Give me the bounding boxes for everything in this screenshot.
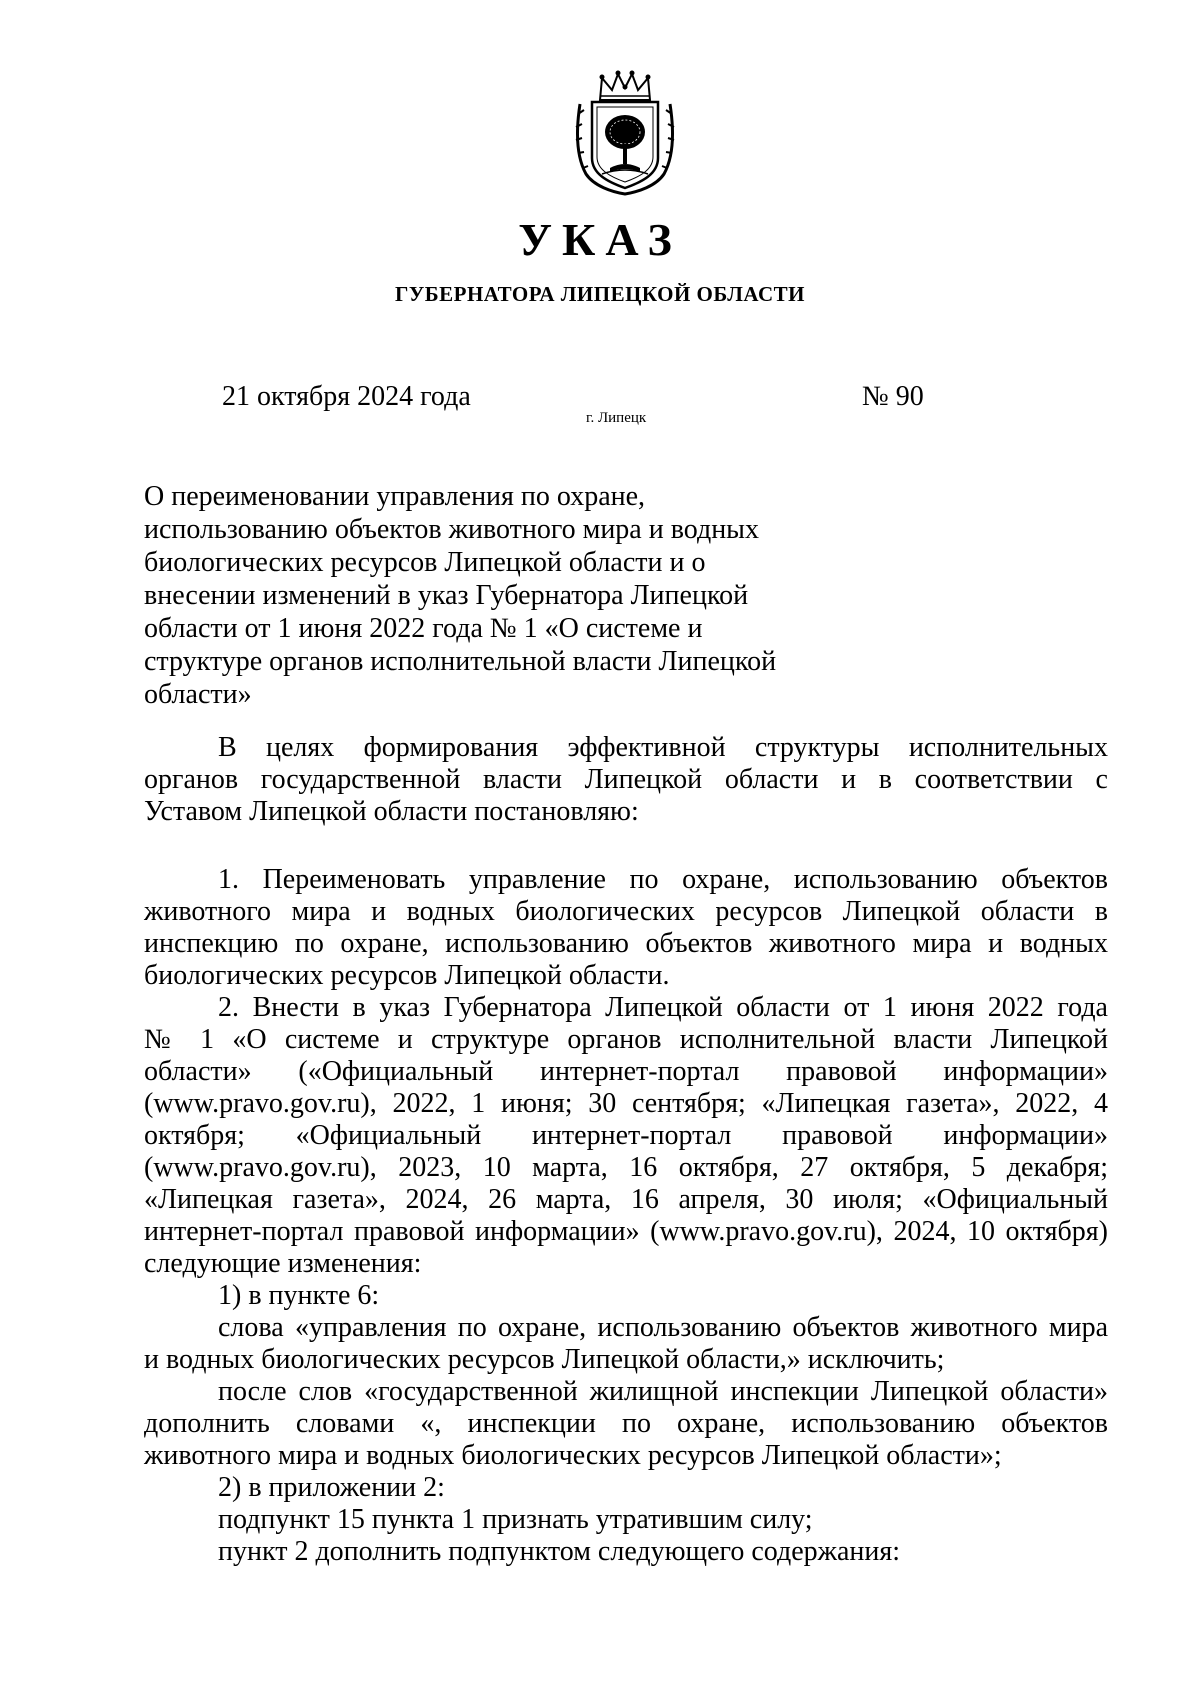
subitem-2 xyxy=(144,1472,1108,1568)
subitem-1-line: животного мира и водных биологических ресурсов Липецкой области»; xyxy=(144,1440,1002,1471)
subitem-2-heading: 2) в приложении 2: xyxy=(218,1472,445,1503)
item-1-line: 1. Переименовать управление по охране, использованию объектов xyxy=(218,864,1108,895)
document-title: УКАЗ xyxy=(518,214,682,265)
subject-line: структуре органов исполнительной власти Липецкой xyxy=(144,646,777,677)
subject-line: внесении изменений в указ Губернатора Липецкой xyxy=(144,580,749,611)
item-1-line: биологических ресурсов Липецкой области. xyxy=(144,960,670,991)
subitem-1-line: слова «управления по охране, использованию объектов животного мира xyxy=(218,1312,1108,1343)
item-2-line: области» («Официальный интернет-портал правовой информации» xyxy=(144,1056,1108,1087)
subject-line: биологических ресурсов Липецкой области и о xyxy=(144,547,706,578)
item-2-line: «Липецкая газета», 2024, 26 марта, 16 апреля, 30 июля; «Официальный xyxy=(144,1184,1108,1215)
subject-line: использованию объектов животного мира и водных xyxy=(144,514,759,545)
item-1-paragraph xyxy=(144,864,1108,992)
subitem-1-line: после слов «государственной жилищной инспекции Липецкой области» xyxy=(218,1376,1108,1407)
preamble-line: Уставом Липецкой области постановляю: xyxy=(144,796,639,827)
subject-line: О переименовании управления по охране, xyxy=(144,481,646,512)
item-1-line: животного мира и водных биологических ресурсов Липецкой области в xyxy=(144,896,1108,927)
document-subtitle: ГУБЕРНАТОРА ЛИПЕЦКОЙ ОБЛАСТИ xyxy=(394,282,806,306)
coat-of-arms-icon xyxy=(572,70,678,196)
item-2-paragraph xyxy=(144,992,1108,1280)
item-1-line: инспекцию по охране, использованию объектов животного мира и водных xyxy=(144,928,1108,959)
subitem-1 xyxy=(144,1280,1108,1472)
item-2-line: № 1 «О системе и структуре органов исполнительной власти Липецкой xyxy=(144,1024,1108,1055)
item-2-line: (www.pravo.gov.ru), 2023, 10 марта, 16 октября, 27 октября, 5 декабря; xyxy=(144,1152,1108,1183)
document-city: г. Липецк xyxy=(586,410,647,426)
item-2-line: 2. Внести в указ Губернатора Липецкой области от 1 июня 2022 года xyxy=(218,992,1108,1023)
subitem-2-line: подпункт 15 пункта 1 признать утратившим силу; xyxy=(218,1504,813,1535)
preamble-paragraph xyxy=(144,732,1108,828)
item-2-line: (www.pravo.gov.ru), 2022, 1 июня; 30 сентября; «Липецкая газета», 2022, 4 xyxy=(144,1088,1108,1119)
item-2-line: следующие изменения: xyxy=(144,1248,422,1279)
subitem-1-line: и водных биологических ресурсов Липецкой области,» исключить; xyxy=(144,1344,945,1375)
document-number: № 90 xyxy=(862,381,924,412)
preamble-line: В целях формирования эффективной структуры исполнительных xyxy=(218,732,1108,763)
paragraph-gap xyxy=(144,828,1108,864)
document-date: 21 октября 2024 года xyxy=(222,381,471,412)
item-2-line: интернет-портал правовой информации» (www.pravo.gov.ru), 2024, 10 октября) xyxy=(144,1216,1108,1247)
document-subject xyxy=(144,480,844,711)
document-body xyxy=(144,732,1108,1568)
subitem-1-heading: 1) в пункте 6: xyxy=(218,1280,380,1311)
subitem-2-line: пункт 2 дополнить подпунктом следующего содержания: xyxy=(218,1536,901,1567)
subject-line: области от 1 июня 2022 года № 1 «О системе и xyxy=(144,613,703,644)
subject-line: области» xyxy=(144,679,252,710)
item-2-line: октября; «Официальный интернет-портал правовой информации» xyxy=(144,1120,1108,1151)
preamble-line: органов государственной власти Липецкой области и в соответствии с xyxy=(144,764,1108,795)
subitem-1-line: дополнить словами «, инспекции по охране, использованию объектов xyxy=(144,1408,1108,1439)
